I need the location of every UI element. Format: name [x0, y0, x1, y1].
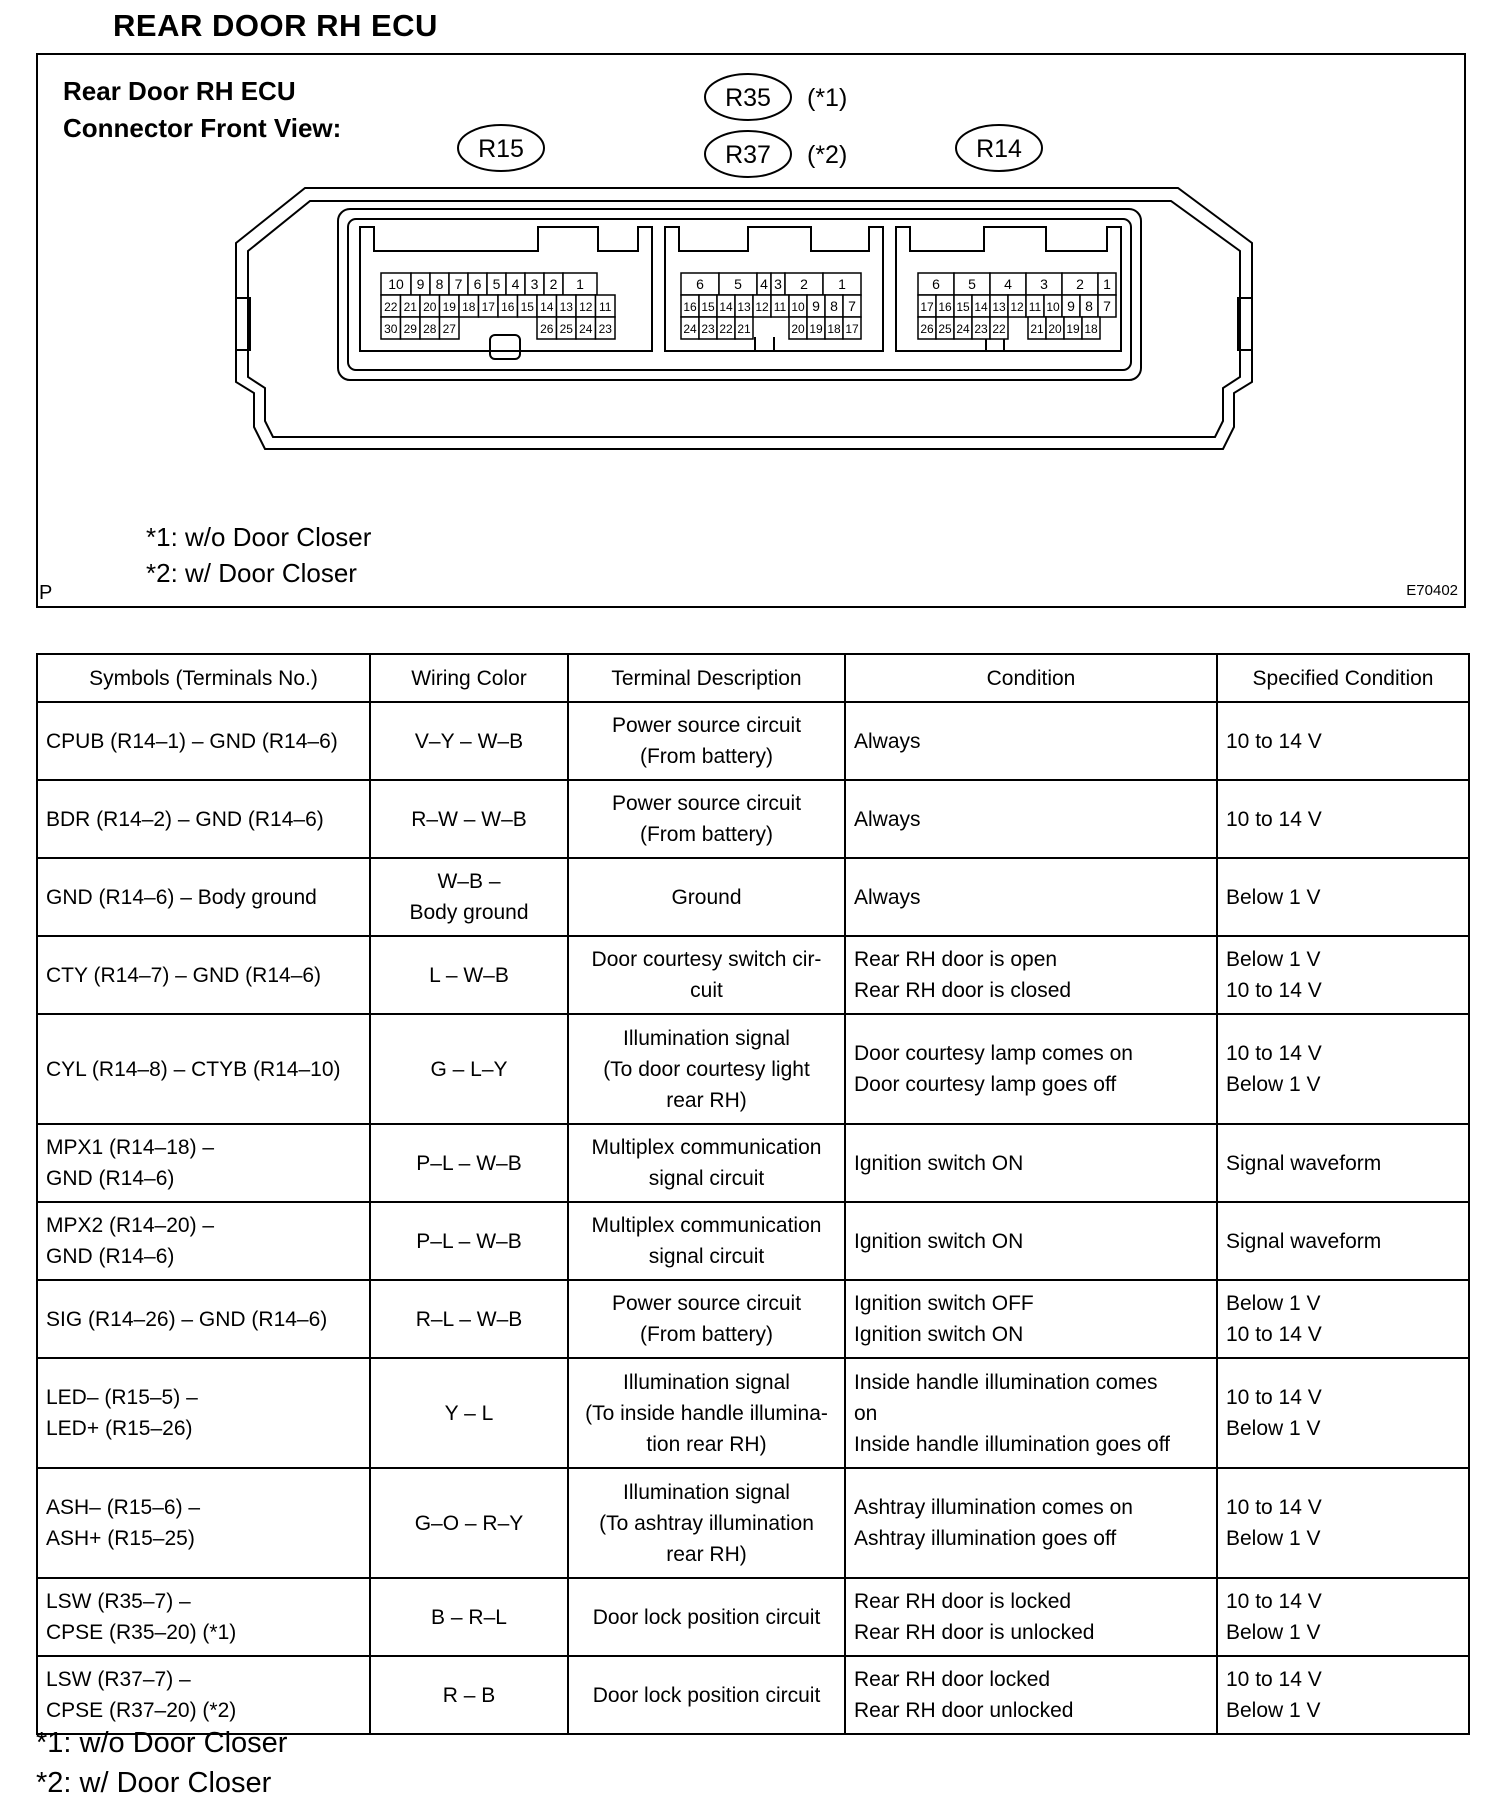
label-r15: R15: [478, 135, 524, 163]
pin-14: 14: [540, 300, 554, 314]
cell-symbol: [37, 1202, 370, 1280]
cell-wiring-color: [370, 1202, 568, 1280]
pin-15: 15: [956, 300, 970, 314]
cell-wiring-color: [370, 1358, 568, 1468]
table-row: [37, 1656, 1469, 1734]
cell-terminal-description: [568, 858, 845, 936]
table-header-row: [37, 654, 1469, 702]
specified-condition-text: 10 to 14 V Below 1 V: [1226, 1386, 1322, 1440]
pin-10: 10: [1046, 300, 1060, 314]
condition-text: Ignition switch ON: [854, 1229, 1024, 1253]
cell-terminal-description: [568, 1358, 845, 1468]
pin-13: 13: [737, 300, 751, 314]
cell-condition: [845, 1014, 1217, 1124]
condition-text: Ashtray illumination comes on Ashtray illumination goes off: [854, 1496, 1133, 1550]
cell-symbol: [37, 858, 370, 936]
symbol-text: BDR (R14–2) – GND (R14–6): [46, 807, 324, 831]
table-row: [37, 1358, 1469, 1468]
terminal-description-text: Door lock position circuit: [592, 1605, 821, 1629]
pin-26: 26: [540, 322, 554, 336]
pin-3: 3: [530, 276, 539, 292]
cell-terminal-description: [568, 1014, 845, 1124]
pins-r15: [381, 273, 615, 339]
pin-14: 14: [719, 300, 733, 314]
cell-terminal-description: [568, 1468, 845, 1578]
specified-condition-text: Below 1 V: [1226, 885, 1321, 909]
cell-wiring-color: [370, 1578, 568, 1656]
terminal-spec-table: [36, 653, 1470, 1735]
cell-condition: [845, 702, 1217, 780]
pin-1: 1: [576, 276, 584, 292]
terminal-description-text: Power source circuit (From battery): [611, 792, 802, 846]
pin-17: 17: [845, 322, 859, 336]
pin-19: 19: [1066, 322, 1080, 336]
table-row: [37, 936, 1469, 1014]
pin-25: 25: [938, 322, 952, 336]
pin-12: 12: [1010, 300, 1024, 314]
pin-11: 11: [773, 300, 787, 314]
cell-specified-condition: [1217, 1468, 1469, 1578]
wiring-color-text: P–L – W–B: [416, 1229, 522, 1253]
symbol-text: MPX2 (R14–20) – GND (R14–6): [46, 1214, 215, 1268]
terminal-description-text: Multiplex communication signal circuit: [591, 1214, 822, 1268]
cell-wiring-color: [370, 1656, 568, 1734]
condition-text: Rear RH door is locked Rear RH door is unlocked: [854, 1590, 1095, 1644]
pin-22: 22: [719, 322, 733, 336]
cell-specified-condition: [1217, 858, 1469, 936]
label-r37: R37: [725, 141, 771, 169]
label-r35: R35: [725, 84, 771, 112]
pins-r35-r37: [681, 273, 861, 339]
cell-wiring-color: [370, 936, 568, 1014]
wiring-color-text: R–W – W–B: [411, 807, 527, 831]
figure-corner-left: P: [39, 582, 53, 604]
pin-24: 24: [579, 322, 593, 336]
cell-specified-condition: [1217, 1358, 1469, 1468]
pin-18: 18: [1084, 322, 1098, 336]
cell-terminal-description: [568, 780, 845, 858]
footnote-2: *2: w/ Door Closer: [36, 1767, 272, 1799]
symbol-text: CPUB (R14–1) – GND (R14–6): [46, 729, 338, 753]
cell-specified-condition: [1217, 1656, 1469, 1734]
pin-18: 18: [462, 300, 476, 314]
condition-text: Ignition switch ON: [854, 1151, 1024, 1175]
table-row: [37, 1014, 1469, 1124]
table-row: [37, 858, 1469, 936]
label-r37-note: (*2): [807, 141, 848, 169]
pin-21: 21: [1030, 322, 1044, 336]
terminal-description-text: Power source circuit (From battery): [611, 1292, 802, 1346]
pin-15: 15: [520, 300, 534, 314]
figure-heading: [63, 73, 341, 147]
pin-8: 8: [435, 276, 444, 292]
pin-12: 12: [755, 300, 769, 314]
cell-wiring-color: [370, 1124, 568, 1202]
specified-condition-text: 10 to 14 V Below 1 V: [1226, 1042, 1322, 1096]
label-r14: R14: [976, 135, 1022, 163]
pin-9: 9: [416, 276, 425, 292]
pin-26: 26: [920, 322, 934, 336]
pin-4: 4: [760, 276, 768, 292]
table-row: [37, 1280, 1469, 1358]
header-terminal-description: Terminal Description: [568, 654, 845, 702]
header-condition: Condition: [845, 654, 1217, 702]
pin-23: 23: [974, 322, 988, 336]
pin-15: 15: [701, 300, 715, 314]
terminal-description-text: Illumination signal (To ashtray illumination rear RH): [599, 1480, 814, 1566]
figure-note-2: *2: w/ Door Closer: [146, 558, 357, 588]
connector-labels: [458, 74, 1042, 177]
wiring-color-text: B – R–L: [431, 1605, 507, 1629]
cell-condition: [845, 1656, 1217, 1734]
pin-6: 6: [696, 276, 704, 292]
cell-terminal-description: [568, 1124, 845, 1202]
pin-11: 11: [1028, 300, 1042, 314]
cell-condition: [845, 780, 1217, 858]
cell-specified-condition: [1217, 1280, 1469, 1358]
pin-24: 24: [683, 322, 697, 336]
cell-specified-condition: [1217, 1014, 1469, 1124]
pin-16: 16: [938, 300, 952, 314]
cell-symbol: [37, 780, 370, 858]
wiring-color-text: G–O – R–Y: [414, 1511, 524, 1535]
pin-11: 11: [599, 300, 612, 314]
condition-text: Rear RH door locked Rear RH door unlocked: [854, 1668, 1074, 1722]
cell-symbol: [37, 936, 370, 1014]
condition-text: Rear RH door is open Rear RH door is closed: [854, 948, 1072, 1002]
footnote-1: *1: w/o Door Closer: [36, 1727, 288, 1759]
pin-22: 22: [992, 322, 1006, 336]
pin-10: 10: [388, 276, 404, 292]
wiring-color-text: W–B – Body ground: [409, 870, 529, 924]
label-r35-note: (*1): [807, 84, 848, 112]
pins-r14: [918, 273, 1116, 339]
symbol-text: CTY (R14–7) – GND (R14–6): [46, 963, 322, 987]
terminal-description-text: Illumination signal (To door courtesy light rear RH): [603, 1026, 810, 1112]
cell-condition: [845, 1468, 1217, 1578]
symbol-text: CYL (R14–8) – CTYB (R14–10): [46, 1057, 341, 1081]
pin-1: 1: [838, 276, 846, 292]
cell-wiring-color: [370, 1280, 568, 1358]
cell-terminal-description: [568, 1280, 845, 1358]
cell-condition: [845, 1358, 1217, 1468]
condition-text: Always: [854, 885, 921, 909]
wiring-color-text: V–Y – W–B: [414, 729, 524, 753]
pin-27: 27: [442, 322, 456, 336]
pin-2: 2: [549, 276, 558, 292]
pin-19: 19: [442, 300, 456, 314]
symbol-text: MPX1 (R14–18) – GND (R14–6): [46, 1136, 215, 1190]
table-row: [37, 1578, 1469, 1656]
cell-condition: [845, 1124, 1217, 1202]
pin-7: 7: [848, 298, 856, 314]
figure-corner-right: E70402: [1406, 582, 1458, 599]
cell-symbol: [37, 1280, 370, 1358]
pin-8: 8: [830, 298, 838, 314]
pin-29: 29: [403, 322, 417, 336]
cell-symbol: [37, 1124, 370, 1202]
pin-19: 19: [809, 322, 823, 336]
pin-21: 21: [403, 300, 417, 314]
pin-21: 21: [737, 322, 751, 336]
cell-condition: [845, 1202, 1217, 1280]
terminal-description-text: Illumination signal (To inside handle illumina- tion rear RH): [585, 1370, 828, 1456]
cell-terminal-description: [568, 1656, 845, 1734]
pin-25: 25: [559, 322, 573, 336]
cell-terminal-description: [568, 1578, 845, 1656]
symbol-text: ASH– (R15–6) – ASH+ (R15–25): [46, 1496, 201, 1550]
header-wiring-color: Wiring Color: [370, 654, 568, 702]
pin-7: 7: [1103, 298, 1111, 314]
terminal-description-text: Multiplex communication signal circuit: [591, 1136, 822, 1190]
condition-text: Inside handle illumination comes on Inside handle illumination goes off: [854, 1370, 1170, 1456]
terminal-description-text: Door lock position circuit: [592, 1683, 821, 1707]
cell-terminal-description: [568, 702, 845, 780]
specified-condition-text: Below 1 V 10 to 14 V: [1226, 948, 1322, 1002]
cell-specified-condition: [1217, 1202, 1469, 1280]
connector-figure: [36, 53, 1466, 608]
cell-wiring-color: [370, 1468, 568, 1578]
condition-text: Always: [854, 729, 921, 753]
pin-5: 5: [734, 276, 742, 292]
pin-6: 6: [932, 276, 940, 292]
cell-specified-condition: [1217, 936, 1469, 1014]
pin-17: 17: [481, 300, 495, 314]
pin-28: 28: [423, 322, 437, 336]
specified-condition-text: 10 to 14 V Below 1 V: [1226, 1590, 1322, 1644]
pin-7: 7: [454, 276, 463, 292]
cell-specified-condition: [1217, 702, 1469, 780]
pin-16: 16: [683, 300, 697, 314]
pin-14: 14: [974, 300, 988, 314]
page-title: REAR DOOR RH ECU: [113, 8, 438, 43]
cell-specified-condition: [1217, 1578, 1469, 1656]
terminal-description-text: Door courtesy switch cir- cuit: [591, 948, 822, 1002]
cell-symbol: [37, 1358, 370, 1468]
pin-2: 2: [800, 276, 808, 292]
pin-5: 5: [492, 276, 501, 292]
pin-10: 10: [791, 300, 805, 314]
pin-8: 8: [1085, 298, 1093, 314]
cell-specified-condition: [1217, 1124, 1469, 1202]
table-row: [37, 1468, 1469, 1578]
symbol-text: GND (R14–6) – Body ground: [46, 885, 317, 909]
symbol-text: SIG (R14–26) – GND (R14–6): [46, 1307, 328, 1331]
specified-condition-text: 10 to 14 V: [1226, 807, 1322, 831]
cell-symbol: [37, 1468, 370, 1578]
condition-text: Door courtesy lamp comes on Door courtesy lamp goes off: [854, 1042, 1133, 1096]
cell-wiring-color: [370, 858, 568, 936]
pin-18: 18: [827, 322, 841, 336]
specified-condition-text: 10 to 14 V Below 1 V: [1226, 1496, 1322, 1550]
figure-heading-line2: Connector Front View:: [63, 113, 342, 143]
specified-condition-text: Below 1 V 10 to 14 V: [1226, 1292, 1322, 1346]
pin-30: 30: [384, 322, 398, 336]
terminal-description-text: Ground: [671, 885, 742, 909]
pin-23: 23: [598, 322, 612, 336]
wiring-color-text: R – B: [442, 1683, 496, 1707]
cell-condition: [845, 858, 1217, 936]
specified-condition-text: 10 to 14 V Below 1 V: [1226, 1668, 1322, 1722]
pin-4: 4: [1004, 276, 1012, 292]
cell-condition: [845, 1280, 1217, 1358]
cell-symbol: [37, 702, 370, 780]
pin-23: 23: [701, 322, 715, 336]
wiring-color-text: Y – L: [444, 1401, 494, 1425]
header-specified-condition: Specified Condition: [1217, 654, 1469, 702]
terminal-description-text: Power source circuit (From battery): [611, 714, 802, 768]
figure-note-1: *1: w/o Door Closer: [146, 522, 372, 552]
condition-text: Always: [854, 807, 921, 831]
pin-22: 22: [384, 300, 398, 314]
cell-terminal-description: [568, 936, 845, 1014]
cell-wiring-color: [370, 780, 568, 858]
cell-condition: [845, 1578, 1217, 1656]
pin-2: 2: [1076, 276, 1084, 292]
condition-text: Ignition switch OFF Ignition switch ON: [854, 1292, 1034, 1346]
cell-terminal-description: [568, 1202, 845, 1280]
table-row: [37, 780, 1469, 858]
table-row: [37, 1202, 1469, 1280]
specified-condition-text: 10 to 14 V: [1226, 729, 1322, 753]
cell-symbol: [37, 1578, 370, 1656]
pin-13: 13: [559, 300, 573, 314]
figure-heading-line1: Rear Door RH ECU: [63, 76, 296, 106]
pin-20: 20: [423, 300, 437, 314]
pin-12: 12: [579, 300, 593, 314]
wiring-color-text: R–L – W–B: [415, 1307, 523, 1331]
pin-16: 16: [501, 300, 515, 314]
pin-17: 17: [920, 300, 934, 314]
specified-condition-text: Signal waveform: [1226, 1229, 1382, 1253]
cell-symbol: [37, 1014, 370, 1124]
pin-3: 3: [774, 276, 782, 292]
cell-condition: [845, 936, 1217, 1014]
symbol-text: LSW (R35–7) – CPSE (R35–20) (*1): [46, 1590, 237, 1644]
wiring-color-text: L – W–B: [429, 963, 509, 987]
cell-wiring-color: [370, 702, 568, 780]
pin-20: 20: [1048, 322, 1062, 336]
pin-6: 6: [473, 276, 482, 292]
pin-1: 1: [1103, 276, 1111, 292]
pin-24: 24: [956, 322, 970, 336]
cell-specified-condition: [1217, 780, 1469, 858]
pin-20: 20: [791, 322, 805, 336]
pin-13: 13: [992, 300, 1006, 314]
pin-9: 9: [812, 298, 820, 314]
wiring-color-text: G – L–Y: [430, 1057, 508, 1081]
wiring-color-text: P–L – W–B: [416, 1151, 522, 1175]
symbol-text: LSW (R37–7) – CPSE (R37–20) (*2): [46, 1668, 237, 1722]
symbol-text: LED– (R15–5) – LED+ (R15–26): [46, 1386, 198, 1440]
cell-wiring-color: [370, 1014, 568, 1124]
pin-5: 5: [968, 276, 976, 292]
table-row: [37, 1124, 1469, 1202]
header-symbols: Symbols (Terminals No.): [37, 654, 370, 702]
table-row: [37, 702, 1469, 780]
pin-9: 9: [1067, 298, 1075, 314]
cell-symbol: [37, 1656, 370, 1734]
specified-condition-text: Signal waveform: [1226, 1151, 1382, 1175]
pin-4: 4: [511, 276, 520, 292]
pin-3: 3: [1040, 276, 1048, 292]
